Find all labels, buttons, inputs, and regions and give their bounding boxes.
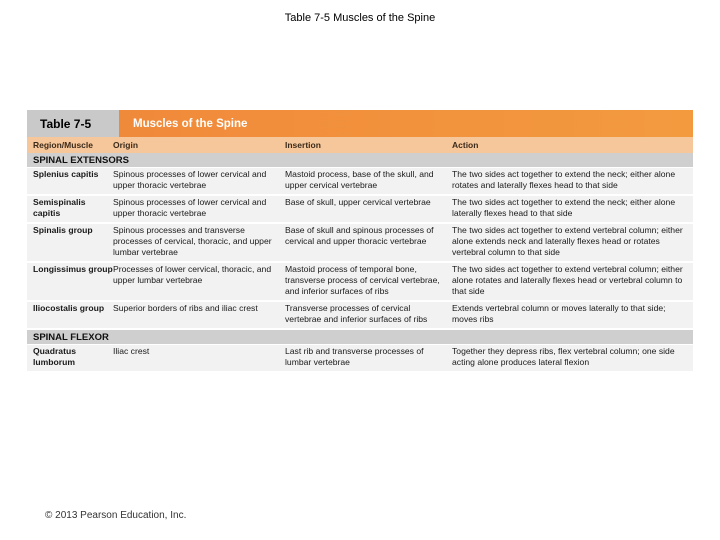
action-cell: Together they depress ribs, flex vertebral column; one side acting alone produces lateral flexion <box>452 346 675 367</box>
copyright-footer: © 2013 Pearson Education, Inc. <box>45 510 187 521</box>
table-row <box>27 196 693 224</box>
slide-title: Table 7-5 Muscles of the Spine <box>284 12 436 24</box>
origin-cell: Processes of lower cervical, thoracic, and upper lumbar vertebrae <box>113 264 272 285</box>
action-cell: The two sides act together to extend vertebral column; either alone extends neck and laterally flexes head or rotates vertebral column to that side <box>452 225 683 257</box>
column-header-region: Region/Muscle <box>33 140 93 150</box>
table-title: Muscles of the Spine <box>133 117 248 130</box>
table-row <box>27 345 693 373</box>
insertion-cell: Transverse processes of cervical vertebrae and inferior surfaces of ribs <box>285 303 428 324</box>
muscle-name: Semispinalis capitis <box>33 197 86 218</box>
insertion-cell: Base of skull, upper cervical vertebrae <box>285 197 431 207</box>
section-heading-extensors: SPINAL EXTENSORS <box>27 153 693 168</box>
origin-cell: Superior borders of ribs and iliac crest <box>113 303 258 313</box>
table-number: Table 7-5 <box>27 110 119 137</box>
muscle-name: Splenius capitis <box>33 169 99 179</box>
column-header-action: Action <box>452 140 479 150</box>
muscle-name: Iliocostalis group <box>33 303 105 313</box>
table-header-bar <box>27 110 693 137</box>
column-header-insertion: Insertion <box>285 140 321 150</box>
table-row <box>27 263 693 302</box>
origin-cell: Iliac crest <box>113 346 150 356</box>
action-cell: The two sides act together to extend the neck; either alone rotates and laterally flexes head to that side <box>452 169 676 190</box>
section-heading-flexor: SPINAL FLEXOR <box>27 330 693 345</box>
origin-cell: Spinous processes of lower cervical and upper thoracic vertebrae <box>113 197 267 218</box>
muscle-name: Spinalis group <box>33 225 93 235</box>
muscle-name: Quadratus lumborum <box>33 346 76 367</box>
action-cell: The two sides act together to extend vertebral column; either alone rotates and laterally flexes head or vertebral column to that side <box>452 264 683 296</box>
action-cell: Extends vertebral column or moves laterally to that side; moves ribs <box>452 303 666 324</box>
origin-cell: Spinous processes of lower cervical and upper thoracic vertebrae <box>113 169 267 190</box>
insertion-cell: Mastoid process, base of the skull, and upper cervical vertebrae <box>285 169 434 190</box>
origin-cell: Spinous processes and transverse processes of cervical, thoracic, and upper lumbar vertebrae <box>113 225 272 257</box>
insertion-cell: Last rib and transverse processes of lumbar vertebrae <box>285 346 424 367</box>
insertion-cell: Mastoid process of temporal bone, transverse process of cervical vertebrae, and inferior surfaces of ribs <box>285 264 440 296</box>
muscle-name: Longissimus group <box>33 264 113 274</box>
muscles-table <box>27 110 693 373</box>
table-row <box>27 168 693 196</box>
table-row <box>27 302 693 330</box>
table-row <box>27 224 693 263</box>
insertion-cell: Base of skull and spinous processes of cervical and upper thoracic vertebrae <box>285 225 434 246</box>
column-header-origin: Origin <box>113 140 139 150</box>
column-header-row <box>27 137 693 153</box>
action-cell: The two sides act together to extend the neck; either alone laterally flexes head to that side <box>452 197 676 218</box>
